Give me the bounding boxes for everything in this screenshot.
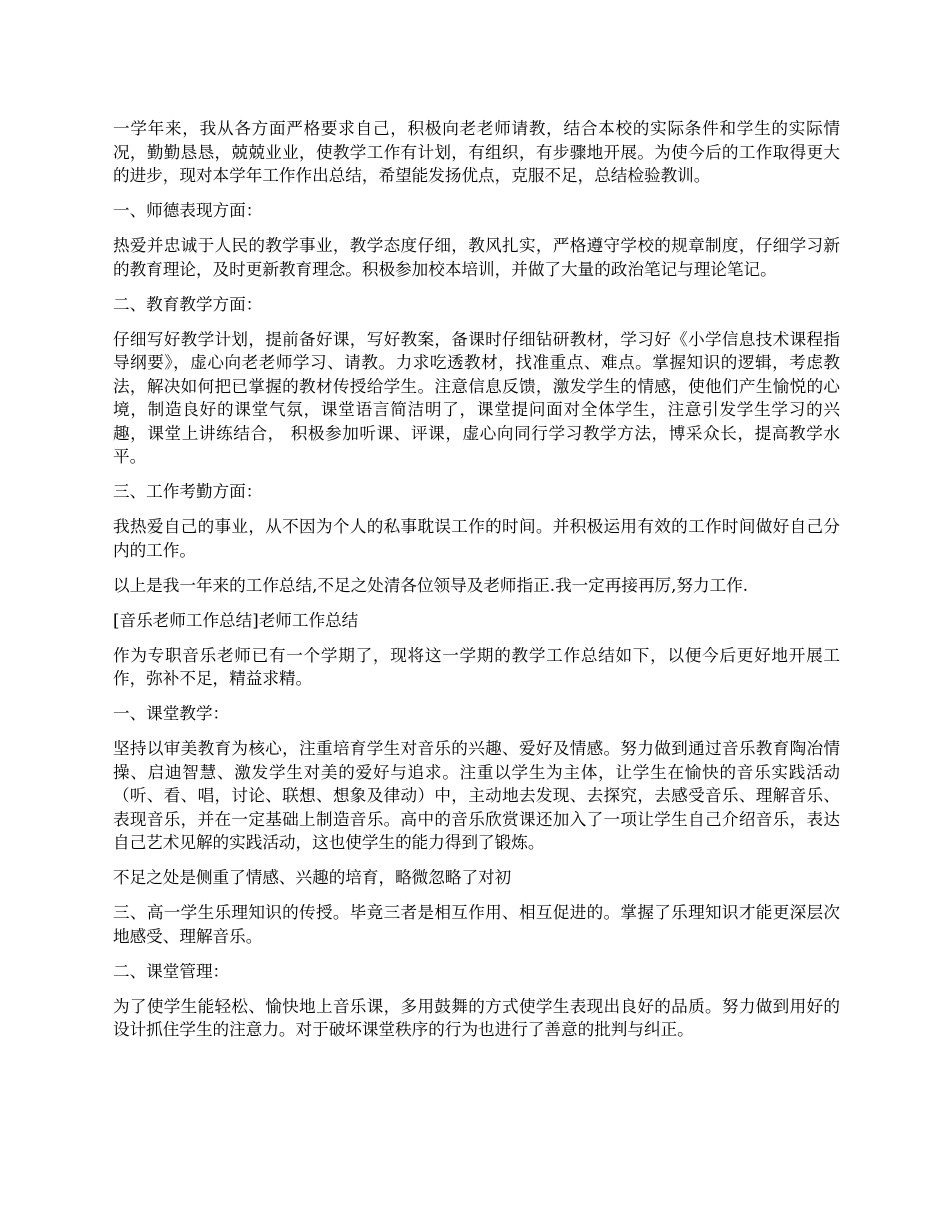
classroom-teaching-paragraph: 坚持以审美教育为核心，注重培育学生对音乐的兴趣、爱好及情感。努力做到通过音乐教育陶冶情操、启迪智慧、激发学生对美的爱好与追求。注重以学生为主体，让学生在愉快的音乐实践活动（听、看、唱，讨论、联想、想象及律动）中，主动地去发现、去探究，去感受音乐、理解音乐、表现音乐，并在一定基础上制造音乐。高中的音乐欣赏课还加入了一项让学生自己介绍音乐，表达自己艺术见解的实践活动，这也使学生的能力得到了锻炼。 bbox=[113, 739, 840, 852]
section-heading-classroom-teaching: 一、课堂教学： bbox=[113, 704, 230, 723]
document-page bbox=[113, 117, 840, 1053]
theory-paragraph: 三、高一学生乐理知识的传授。毕竟三者是相互作用、相互促进的。掌握了乐理知识才能更深层次地感受、理解音乐。 bbox=[113, 903, 840, 946]
intro-paragraph: 一学年来，我从各方面严格要求自己，积极向老老师请教，结合本校的实际条件和学生的实际情况，勤勤恳恳，兢兢业业，使教学工作有计划，有组织，有步骤地开展。为使今后的工作取得更大的进步，现对本学年工作作出总结，希望能发扬优点，克服不足，总结检验教训。 bbox=[113, 119, 840, 185]
music-summary-title: [音乐老师工作总结]老师工作总结 bbox=[113, 610, 359, 630]
ethics-paragraph: 热爱并忠诚于人民的教学事业，教学态度仔细，教风扎实，严格遵守学校的规章制度，仔细学习新的教育理论，及时更新教育理念。积极参加校本培训，并做了大量的政治笔记与理论笔记。 bbox=[113, 236, 840, 279]
section-heading-teaching: 二、教育教学方面： bbox=[113, 294, 263, 314]
music-intro-paragraph: 作为专职音乐老师已有一个学期了，现将这一学期的教学工作总结如下，以便今后更好地开展工作，弥补不足，精益求精。 bbox=[113, 645, 840, 688]
section-heading-ethics: 一、师德表现方面： bbox=[113, 201, 263, 220]
teaching-paragraph: 仔细写好教学计划，提前备好课，写好教案，备课时仔细钻研教材，学习好《小学信息技术课程指导纲要》，虚心向老老师学习、请教。力求吃透教材，找准重点、难点。掌握知识的逻辑，考虑教法，解决如何把已掌握的教材传授给学生。注意信息反馈，激发学生的情感，使他们产生愉悦的心境，制造良好的课堂气氛，课堂语言简洁明了，课堂提问面对全体学生，注意引发学生学习的兴趣，课堂上讲练结合， 积极参加听课、评课，虚心向同行学习教学方法，博采众长，提高教学水平。 bbox=[113, 329, 840, 466]
attendance-paragraph: 我热爱自己的事业，从不因为个人的私事耽误工作的时间。并积极运用有效的工作时间做好自己分内的工作。 bbox=[113, 517, 840, 560]
closing-paragraph: 以上是我一年来的工作总结,不足之处清各位领导及老师指正.我一定再接再厉,努力工作. bbox=[113, 575, 749, 595]
section-heading-classroom-management: 二、课堂管理： bbox=[113, 961, 230, 981]
section-heading-attendance: 三、工作考勤方面： bbox=[113, 482, 263, 501]
shortcoming-paragraph: 不足之处是侧重了情感、兴趣的培育，略微忽略了对初 bbox=[113, 868, 512, 887]
classroom-management-paragraph: 为了使学生能轻松、愉快地上音乐课，多用鼓舞的方式使学生表现出良好的品质。努力做到用好的设计抓住学生的注意力。对于破坏课堂秩序的行为也进行了善意的批判与纠正。 bbox=[113, 996, 840, 1039]
